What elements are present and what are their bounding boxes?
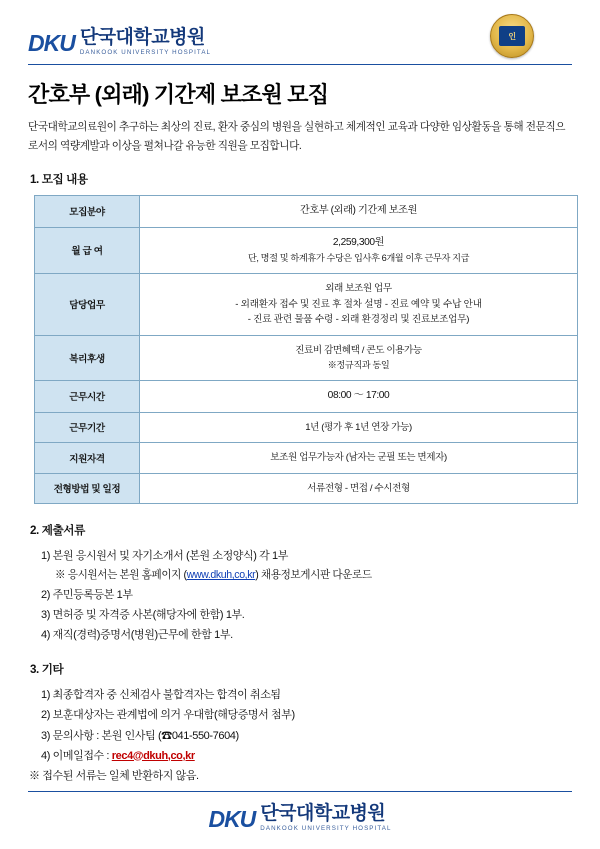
official-seal-icon — [490, 14, 534, 58]
email-prefix: 4) 이메일접수 : — [41, 749, 112, 762]
table-row — [35, 443, 578, 474]
row-value-line: - 진료 관련 물품 수령 - 외래 환경정리 및 진료보조업무) — [247, 314, 470, 326]
row-label: 지원자격 — [35, 443, 140, 474]
row-value-line: 1년 (평가 후 1년 연장 가능) — [305, 421, 412, 433]
list-item-email — [28, 746, 572, 766]
row-value — [140, 473, 578, 504]
list-item: 3) 면허증 및 자격증 사본(해당자에 한함) 1부. — [41, 609, 245, 622]
row-label: 전형방법 및 일정 — [35, 473, 140, 504]
table-row — [35, 227, 578, 273]
row-value-line: 08:00 ～ 17:00 — [327, 390, 390, 402]
table-row — [35, 335, 578, 380]
note-prefix: ※ 응시원서는 본원 홈페이지 ( — [55, 569, 187, 582]
row-value-line: 단, 명절 및 하계휴가 수당은 입사후 6개월 이후 근무자 지급 — [247, 253, 470, 264]
row-value-line: ※정규직과 동일 — [327, 360, 390, 371]
logo-name-en: DANKOOK UNIVERSITY HOSPITAL — [79, 49, 212, 56]
table-row — [35, 473, 578, 504]
row-value-line: 외래 보조원 업무 — [325, 283, 392, 294]
list-item: 2) 주민등록등본 1부 — [41, 589, 133, 602]
page-title: 간호부 (외래) 기간제 보조원 모집 — [28, 82, 329, 107]
row-value — [140, 335, 578, 380]
logo-name-ko: 단국대학교병원 — [79, 27, 205, 48]
list-item: 1) 본원 응시원서 및 자기소개서 (본원 소정양식) 각 1부 — [41, 550, 288, 563]
section-heading-etc: 3. 기타 — [30, 663, 64, 677]
table-row — [35, 412, 578, 443]
row-value-line: 2,259,300원 — [332, 236, 385, 248]
list-item: 2) 보훈대상자는 관계법에 의거 우대함(해당증명서 첨부) — [41, 709, 295, 722]
table-row — [35, 381, 578, 413]
section-heading-recruit: 1. 모집 내용 — [30, 173, 88, 187]
row-value-line: 서류전형 - 면접 / 수시전형 — [307, 482, 410, 494]
list-item-note — [28, 566, 572, 585]
email-link[interactable]: rec4@dkuh,co,kr — [111, 749, 195, 762]
table-row — [35, 196, 578, 228]
footer-logo-name-en: DANKOOK UNIVERSITY HOSPITAL — [260, 825, 392, 832]
seal-inner-mark: 인 — [499, 26, 525, 46]
row-label: 근무기간 — [35, 412, 140, 443]
row-value — [140, 274, 578, 336]
row-value — [140, 412, 578, 443]
header-divider — [28, 64, 572, 65]
document-header — [28, 14, 572, 60]
intro-paragraph: 단국대학교의료원이 추구하는 최상의 진료, 환자 중심의 병원을 실현하고 체계적인 교육과 다양한 임상활동을 통해 전문직으로서의 역량계발과 이상을 펼쳐나갈 유능한 직원을 모집합니다. — [28, 121, 566, 152]
row-value — [140, 443, 578, 474]
row-label: 근무시간 — [35, 381, 140, 413]
list-item: 4) 재직(경력)증명서(병원)근무에 한함 1부. — [41, 629, 233, 642]
row-value-line: 간호부 (외래) 기간제 보조원 — [299, 205, 418, 217]
section-heading-documents: 2. 제출서류 — [30, 524, 85, 538]
homepage-link[interactable]: www.dkuh,co,kr — [186, 569, 256, 582]
note-suffix: ) 채용정보게시판 다운로드 — [255, 569, 372, 582]
row-value-line: 진료비 감면혜택 / 콘도 이용가능 — [295, 344, 422, 356]
row-value — [140, 227, 578, 273]
dku-logo-icon: DKU — [28, 30, 75, 57]
logo-text-group — [80, 28, 211, 56]
footer-logo-name-ko: 단국대학교병원 — [260, 803, 386, 824]
etc-list — [28, 685, 572, 785]
recruit-details-table — [34, 195, 578, 504]
list-item-footnote: ※ 접수된 서류는 일체 반환하지 않음. — [29, 769, 199, 782]
table-row — [35, 274, 578, 336]
row-label: 월 급 여 — [35, 227, 140, 273]
row-label: 모집분야 — [35, 196, 140, 228]
row-value — [140, 381, 578, 413]
row-value-line: 보조원 업무가능자 (남자는 군필 또는 면제자) — [270, 452, 447, 464]
footer-logo-text-group — [260, 804, 391, 832]
dku-logo-icon-footer: DKU — [208, 806, 256, 833]
footer-logo — [0, 792, 600, 832]
documents-list — [28, 546, 572, 645]
list-item: 1) 최종합격자 중 신체검사 불합격자는 합격이 취소됨 — [41, 689, 281, 702]
hospital-logo — [28, 28, 211, 56]
row-value-line: - 외래환자 접수 및 진료 후 절차 설명 - 진료 예약 및 수납 안내 — [235, 298, 482, 310]
list-item: 3) 문의사항 : 본원 인사팀 (☎041-550-7604) — [41, 729, 239, 742]
row-value — [140, 196, 578, 228]
document-footer — [0, 791, 600, 849]
row-label: 담당업무 — [35, 274, 140, 336]
row-label: 복리후생 — [35, 335, 140, 380]
